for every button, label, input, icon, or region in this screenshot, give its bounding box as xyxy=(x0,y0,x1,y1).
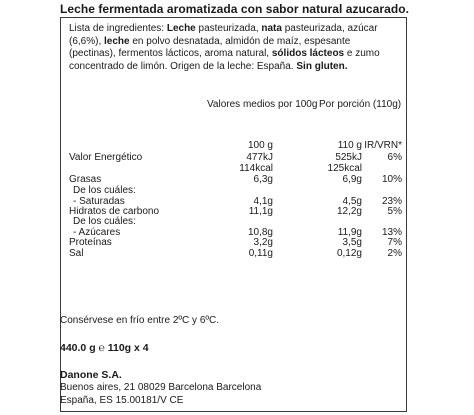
column-100g: 100 g xyxy=(247,140,273,151)
value-ir-vrn: 13% xyxy=(381,227,402,238)
ingredients-text: Lista de ingredientes: xyxy=(69,23,167,34)
value-per-100g: 0,11g xyxy=(248,248,273,259)
value-per-portion: 6,9g xyxy=(342,174,362,185)
allergen-text: nata xyxy=(261,23,282,34)
ingredients-text: e zumo concentrado de limón. Origen de la leche: España. xyxy=(69,48,380,72)
allergen-text: Leche xyxy=(166,23,196,34)
value-ir-vrn: 6% xyxy=(387,152,402,163)
value-per-portion: 0,12g xyxy=(336,248,362,259)
nutrient-label: - Saturadas xyxy=(73,196,125,207)
nutrient-label: De los cuáles: xyxy=(73,216,136,227)
value-per-100g: 6,3g xyxy=(253,174,273,185)
value-ir-vrn: 23% xyxy=(381,196,402,207)
header-per-portion: Por porción (110g) xyxy=(319,99,402,110)
nutrient-label: Grasas xyxy=(69,174,102,185)
company-name: Danone S.A. xyxy=(60,369,122,381)
value-ir-vrn: 2% xyxy=(387,248,402,259)
value-per-100g: 114kcal xyxy=(239,163,273,174)
value-per-portion: 525kJ xyxy=(335,152,362,163)
value-ir-vrn: 5% xyxy=(387,206,402,217)
ingredients-text: pasteurizada, azúcar (6,6%), xyxy=(69,23,378,47)
net-weight: 440.0 g ℮ 110g x 4 xyxy=(60,342,149,354)
value-per-portion: 12,2g xyxy=(336,206,362,217)
header-per-100g: Valores medios por 100g xyxy=(207,99,318,110)
company-registry: España, ES 15.00181/V CE xyxy=(60,395,184,406)
value-per-portion: 4,5g xyxy=(342,196,362,207)
value-ir-vrn: 10% xyxy=(381,174,402,185)
nutrient-label: Valor Energético xyxy=(69,152,143,163)
nutrient-label: De los cuáles: xyxy=(73,185,136,196)
company-address: Buenos aires, 21 08029 Barcelona Barcelona xyxy=(60,382,262,393)
nutrient-label: Hidratos de carbono xyxy=(69,206,160,217)
value-per-100g: 11,1g xyxy=(248,206,273,217)
gluten-free-text: Sin gluten. xyxy=(296,60,348,72)
value-per-portion: 125kcal xyxy=(327,163,362,174)
value-per-100g: 477kJ xyxy=(246,152,273,163)
value-ir-vrn: 7% xyxy=(387,237,402,248)
value-per-portion: 3,5g xyxy=(342,237,362,248)
storage-instructions: Consérvese en frío entre 2ºC y 6ºC. xyxy=(60,315,220,326)
ingredients-text: en polvo desnatada, almidón de maíz, espesante (pectinas), fermentos lácticos, aroma natural, xyxy=(69,35,351,59)
nutrient-label: Sal xyxy=(69,248,84,259)
ingredients-list xyxy=(69,23,399,73)
nutrient-label: - Azúcares xyxy=(73,227,121,238)
column-portion: 110 g xyxy=(337,140,362,151)
value-per-portion: 11,9g xyxy=(337,227,362,238)
allergen-text: sólidos lácteos xyxy=(271,48,345,59)
ingredients-text: pasteurizada, xyxy=(195,23,262,34)
allergen-text: leche xyxy=(104,35,130,47)
value-per-100g: 3,2g xyxy=(253,237,273,248)
nutrient-label: Proteínas xyxy=(69,237,112,248)
value-per-100g: 10,8g xyxy=(247,227,273,238)
column-ir-vrn: IR/VRN* xyxy=(364,140,402,151)
product-title: Leche fermentada aromatizada con sabor natural azucarado. xyxy=(60,2,409,16)
value-per-100g: 4,1g xyxy=(253,196,273,207)
